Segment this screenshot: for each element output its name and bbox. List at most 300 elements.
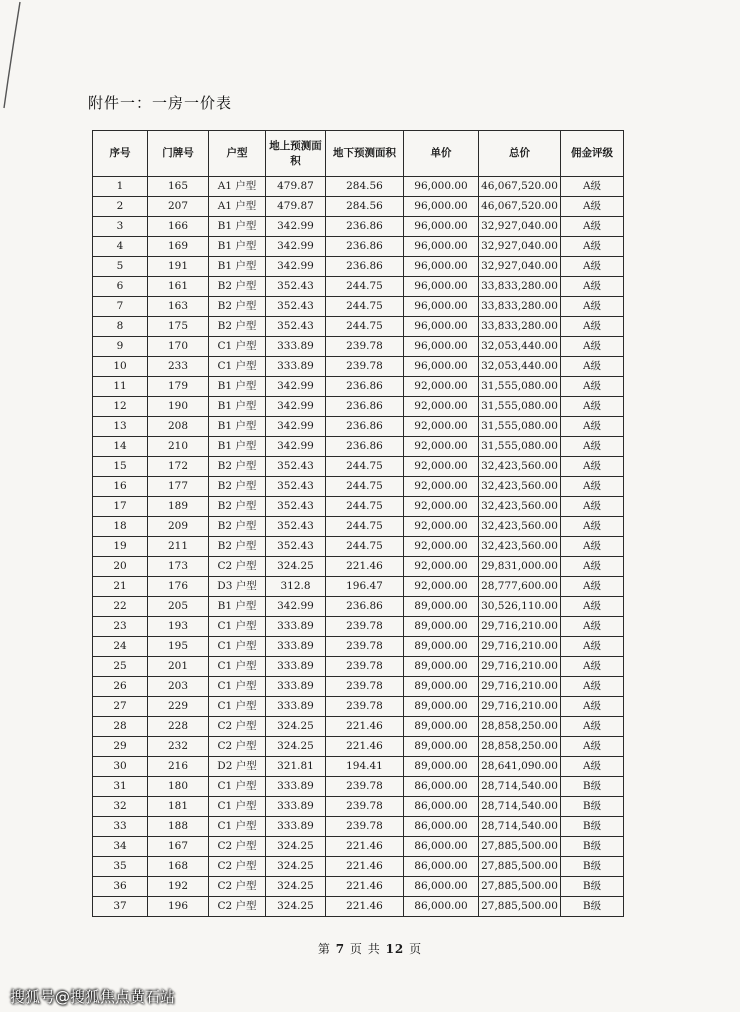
table-cell: 29,716,210.00 xyxy=(479,677,561,697)
table-cell: 175 xyxy=(148,317,209,337)
table-cell: 190 xyxy=(148,397,209,417)
table-cell: 173 xyxy=(148,557,209,577)
table-cell: 33,833,280.00 xyxy=(479,317,561,337)
table-cell: 221.46 xyxy=(326,737,404,757)
table-cell: 32,423,560.00 xyxy=(479,457,561,477)
table-cell: 22 xyxy=(93,597,148,617)
table-cell: 239.78 xyxy=(326,817,404,837)
table-cell: A级 xyxy=(561,717,624,737)
table-cell: 8 xyxy=(93,317,148,337)
table-cell: C1 户型 xyxy=(209,637,266,657)
table-cell: B1 户型 xyxy=(209,217,266,237)
table-cell: B级 xyxy=(561,777,624,797)
table-cell: 244.75 xyxy=(326,537,404,557)
table-cell: 221.46 xyxy=(326,717,404,737)
table-cell: 29,831,000.00 xyxy=(479,557,561,577)
table-cell: 352.43 xyxy=(266,477,326,497)
table-cell: 210 xyxy=(148,437,209,457)
column-header: 门牌号 xyxy=(148,131,209,177)
table-cell: C2 户型 xyxy=(209,837,266,857)
table-cell: 96,000.00 xyxy=(404,297,479,317)
table-cell: A级 xyxy=(561,217,624,237)
table-cell: B级 xyxy=(561,797,624,817)
table-cell: 342.99 xyxy=(266,237,326,257)
table-cell: 33 xyxy=(93,817,148,837)
table-cell: 342.99 xyxy=(266,417,326,437)
table-cell: 167 xyxy=(148,837,209,857)
table-row xyxy=(93,737,624,757)
table-cell: 25 xyxy=(93,657,148,677)
table-cell: 352.43 xyxy=(266,497,326,517)
table-cell: A级 xyxy=(561,657,624,677)
table-cell: 201 xyxy=(148,657,209,677)
column-header: 序号 xyxy=(93,131,148,177)
table-cell: 324.25 xyxy=(266,877,326,897)
table-row xyxy=(93,777,624,797)
table-cell: B2 户型 xyxy=(209,457,266,477)
table-cell: A级 xyxy=(561,417,624,437)
table-cell: 177 xyxy=(148,477,209,497)
table-header-row xyxy=(93,131,624,177)
table-row xyxy=(93,457,624,477)
table-cell: 189 xyxy=(148,497,209,517)
table-row xyxy=(93,657,624,677)
table-cell: 28,714,540.00 xyxy=(479,797,561,817)
table-cell: 342.99 xyxy=(266,437,326,457)
table-cell: A级 xyxy=(561,577,624,597)
table-cell: B1 户型 xyxy=(209,377,266,397)
table-cell: A级 xyxy=(561,317,624,337)
table-cell: 28,714,540.00 xyxy=(479,777,561,797)
table-cell: B级 xyxy=(561,877,624,897)
table-cell: 236.86 xyxy=(326,257,404,277)
table-cell: 239.78 xyxy=(326,337,404,357)
table-cell: 30 xyxy=(93,757,148,777)
table-cell: B级 xyxy=(561,897,624,917)
table-cell: 236.86 xyxy=(326,217,404,237)
table-cell: 312.8 xyxy=(266,577,326,597)
table-cell: 179 xyxy=(148,377,209,397)
table-cell: A级 xyxy=(561,277,624,297)
table-cell: 89,000.00 xyxy=(404,697,479,717)
table-cell: 284.56 xyxy=(326,197,404,217)
table-cell: 92,000.00 xyxy=(404,497,479,517)
table-cell: 30,526,110.00 xyxy=(479,597,561,617)
table-row xyxy=(93,437,624,457)
table-row xyxy=(93,497,624,517)
table-cell: A级 xyxy=(561,757,624,777)
table-cell: 96,000.00 xyxy=(404,337,479,357)
table-cell: 89,000.00 xyxy=(404,717,479,737)
table-cell: 244.75 xyxy=(326,297,404,317)
table-cell: B2 户型 xyxy=(209,537,266,557)
table-cell: 86,000.00 xyxy=(404,877,479,897)
table-cell: 33,833,280.00 xyxy=(479,277,561,297)
table-cell: 92,000.00 xyxy=(404,437,479,457)
table-cell: 29 xyxy=(93,737,148,757)
table-row xyxy=(93,197,624,217)
table-cell: 333.89 xyxy=(266,637,326,657)
table-cell: 239.78 xyxy=(326,357,404,377)
table-row xyxy=(93,817,624,837)
table-cell: B1 户型 xyxy=(209,437,266,457)
table-cell: 194.41 xyxy=(326,757,404,777)
table-cell: A级 xyxy=(561,397,624,417)
table-cell: A级 xyxy=(561,197,624,217)
table-row xyxy=(93,237,624,257)
table-cell: 239.78 xyxy=(326,617,404,637)
table-row xyxy=(93,617,624,637)
column-header: 地上预测面积 xyxy=(266,131,326,177)
table-cell: 32,423,560.00 xyxy=(479,517,561,537)
table-cell: 321.81 xyxy=(266,757,326,777)
table-cell: 479.87 xyxy=(266,177,326,197)
table-cell: 324.25 xyxy=(266,717,326,737)
table-cell: 188 xyxy=(148,817,209,837)
table-cell: 191 xyxy=(148,257,209,277)
table-row xyxy=(93,417,624,437)
table-cell: 28 xyxy=(93,717,148,737)
table-cell: C2 户型 xyxy=(209,557,266,577)
table-cell: 14 xyxy=(93,437,148,457)
table-cell: 244.75 xyxy=(326,457,404,477)
table-cell: 333.89 xyxy=(266,337,326,357)
table-cell: A级 xyxy=(561,297,624,317)
table-cell: 342.99 xyxy=(266,397,326,417)
table-cell: 233 xyxy=(148,357,209,377)
table-cell: 244.75 xyxy=(326,317,404,337)
table-cell: 3 xyxy=(93,217,148,237)
table-cell: 324.25 xyxy=(266,897,326,917)
table-cell: B1 户型 xyxy=(209,397,266,417)
table-row xyxy=(93,897,624,917)
table-cell: 244.75 xyxy=(326,517,404,537)
table-cell: 165 xyxy=(148,177,209,197)
table-cell: 209 xyxy=(148,517,209,537)
table-cell: 37 xyxy=(93,897,148,917)
table-cell: 32,927,040.00 xyxy=(479,217,561,237)
paper-crease-mark xyxy=(0,0,30,110)
table-cell: 17 xyxy=(93,497,148,517)
table-row xyxy=(93,257,624,277)
table-cell: A级 xyxy=(561,537,624,557)
table-cell: 333.89 xyxy=(266,797,326,817)
column-header: 佣金评级 xyxy=(561,131,624,177)
table-cell: 236.86 xyxy=(326,417,404,437)
table-row xyxy=(93,857,624,877)
table-row xyxy=(93,277,624,297)
table-cell: 96,000.00 xyxy=(404,317,479,337)
table-cell: 92,000.00 xyxy=(404,417,479,437)
table-cell: 28,777,600.00 xyxy=(479,577,561,597)
table-cell: 239.78 xyxy=(326,657,404,677)
table-cell: A级 xyxy=(561,257,624,277)
table-cell: A级 xyxy=(561,557,624,577)
table-cell: 192 xyxy=(148,877,209,897)
table-cell: 32,927,040.00 xyxy=(479,237,561,257)
table-cell: 244.75 xyxy=(326,497,404,517)
table-cell: 32,053,440.00 xyxy=(479,357,561,377)
table-cell: 89,000.00 xyxy=(404,617,479,637)
table-cell: 239.78 xyxy=(326,697,404,717)
table-cell: 86,000.00 xyxy=(404,797,479,817)
table-cell: 21 xyxy=(93,577,148,597)
table-cell: 89,000.00 xyxy=(404,657,479,677)
table-cell: 324.25 xyxy=(266,737,326,757)
table-cell: A级 xyxy=(561,497,624,517)
table-cell: 6 xyxy=(93,277,148,297)
column-header: 户型 xyxy=(209,131,266,177)
table-cell: 170 xyxy=(148,337,209,357)
table-cell: A级 xyxy=(561,177,624,197)
table-cell: 180 xyxy=(148,777,209,797)
table-cell: B2 户型 xyxy=(209,317,266,337)
table-cell: C2 户型 xyxy=(209,737,266,757)
table-cell: 333.89 xyxy=(266,617,326,637)
table-cell: 32,423,560.00 xyxy=(479,537,561,557)
table-cell: 352.43 xyxy=(266,277,326,297)
table-cell: A级 xyxy=(561,237,624,257)
table-cell: 333.89 xyxy=(266,697,326,717)
table-cell: 92,000.00 xyxy=(404,557,479,577)
table-cell: C2 户型 xyxy=(209,897,266,917)
table-cell: 333.89 xyxy=(266,817,326,837)
table-cell: 236.86 xyxy=(326,597,404,617)
table-cell: C1 户型 xyxy=(209,677,266,697)
table-cell: 169 xyxy=(148,237,209,257)
table-cell: 96,000.00 xyxy=(404,237,479,257)
table-cell: 324.25 xyxy=(266,837,326,857)
table-cell: 28,641,090.00 xyxy=(479,757,561,777)
table-cell: 221.46 xyxy=(326,557,404,577)
table-cell: D2 户型 xyxy=(209,757,266,777)
table-row xyxy=(93,877,624,897)
table-cell: B1 户型 xyxy=(209,257,266,277)
table-cell: 352.43 xyxy=(266,517,326,537)
table-cell: 86,000.00 xyxy=(404,857,479,877)
table-cell: B1 户型 xyxy=(209,237,266,257)
table-cell: A级 xyxy=(561,597,624,617)
table-cell: C1 户型 xyxy=(209,777,266,797)
table-cell: 244.75 xyxy=(326,277,404,297)
table-cell: 96,000.00 xyxy=(404,257,479,277)
table-cell: C1 户型 xyxy=(209,337,266,357)
table-cell: 33,833,280.00 xyxy=(479,297,561,317)
table-row xyxy=(93,177,624,197)
table-cell: 236.86 xyxy=(326,437,404,457)
table-row xyxy=(93,557,624,577)
table-cell: 92,000.00 xyxy=(404,517,479,537)
table-cell: 15 xyxy=(93,457,148,477)
table-row xyxy=(93,377,624,397)
table-cell: 211 xyxy=(148,537,209,557)
table-cell: 89,000.00 xyxy=(404,677,479,697)
table-cell: 96,000.00 xyxy=(404,197,479,217)
page-number: 第 7 页 共 12 页 xyxy=(317,942,423,956)
table-cell: 89,000.00 xyxy=(404,637,479,657)
table-cell: D3 户型 xyxy=(209,577,266,597)
table-cell: 205 xyxy=(148,597,209,617)
table-cell: 239.78 xyxy=(326,677,404,697)
table-cell: 32 xyxy=(93,797,148,817)
table-cell: C1 户型 xyxy=(209,617,266,637)
table-cell: 86,000.00 xyxy=(404,897,479,917)
table-row xyxy=(93,337,624,357)
table-cell: 29,716,210.00 xyxy=(479,657,561,677)
table-row xyxy=(93,597,624,617)
table-cell: A1 户型 xyxy=(209,197,266,217)
table-row xyxy=(93,537,624,557)
table-cell: 34 xyxy=(93,837,148,857)
table-row xyxy=(93,757,624,777)
table-row xyxy=(93,357,624,377)
table-cell: B1 户型 xyxy=(209,597,266,617)
table-cell: 7 xyxy=(93,297,148,317)
table-cell: 19 xyxy=(93,537,148,557)
table-cell: 23 xyxy=(93,617,148,637)
table-cell: 29,716,210.00 xyxy=(479,617,561,637)
table-cell: 27,885,500.00 xyxy=(479,897,561,917)
table-cell: 28,858,250.00 xyxy=(479,737,561,757)
table-cell: 31,555,080.00 xyxy=(479,437,561,457)
table-cell: 1 xyxy=(93,177,148,197)
table-cell: A级 xyxy=(561,437,624,457)
table-cell: 46,067,520.00 xyxy=(479,197,561,217)
table-cell: A级 xyxy=(561,697,624,717)
table-cell: C1 户型 xyxy=(209,797,266,817)
table-cell: C1 户型 xyxy=(209,817,266,837)
table-cell: 324.25 xyxy=(266,557,326,577)
table-cell: 86,000.00 xyxy=(404,817,479,837)
table-cell: C2 户型 xyxy=(209,877,266,897)
table-cell: 46,067,520.00 xyxy=(479,177,561,197)
table-cell: 166 xyxy=(148,217,209,237)
table-cell: 193 xyxy=(148,617,209,637)
table-row xyxy=(93,397,624,417)
table-cell: 221.46 xyxy=(326,857,404,877)
table-cell: 221.46 xyxy=(326,837,404,857)
table-cell: 176 xyxy=(148,577,209,597)
table-row xyxy=(93,797,624,817)
table-cell: 92,000.00 xyxy=(404,457,479,477)
table-cell: 479.87 xyxy=(266,197,326,217)
table-cell: 86,000.00 xyxy=(404,837,479,857)
table-cell: B2 户型 xyxy=(209,497,266,517)
table-cell: 92,000.00 xyxy=(404,477,479,497)
table-cell: 27 xyxy=(93,697,148,717)
table-cell: 239.78 xyxy=(326,637,404,657)
table-cell: 221.46 xyxy=(326,897,404,917)
table-cell: 20 xyxy=(93,557,148,577)
table-cell: 31,555,080.00 xyxy=(479,377,561,397)
table-cell: B1 户型 xyxy=(209,417,266,437)
table-cell: 12 xyxy=(93,397,148,417)
table-cell: 26 xyxy=(93,677,148,697)
table-cell: A1 户型 xyxy=(209,177,266,197)
table-cell: 86,000.00 xyxy=(404,777,479,797)
table-cell: 27,885,500.00 xyxy=(479,837,561,857)
table-cell: 31,555,080.00 xyxy=(479,417,561,437)
table-cell: 333.89 xyxy=(266,677,326,697)
table-cell: 244.75 xyxy=(326,477,404,497)
table-cell: 89,000.00 xyxy=(404,597,479,617)
table-cell: 333.89 xyxy=(266,777,326,797)
table-cell: 29,716,210.00 xyxy=(479,697,561,717)
table-cell: A级 xyxy=(561,517,624,537)
table-cell: A级 xyxy=(561,337,624,357)
table-cell: A级 xyxy=(561,677,624,697)
table-cell: 208 xyxy=(148,417,209,437)
table-cell: A级 xyxy=(561,637,624,657)
table-cell: 92,000.00 xyxy=(404,577,479,597)
table-cell: C2 户型 xyxy=(209,857,266,877)
table-cell: 92,000.00 xyxy=(404,397,479,417)
table-row xyxy=(93,297,624,317)
table-cell: 232 xyxy=(148,737,209,757)
watermark: 搜狐号@搜狐焦点黄石站 xyxy=(10,988,176,1006)
table-cell: A级 xyxy=(561,477,624,497)
table-cell: 92,000.00 xyxy=(404,377,479,397)
table-row xyxy=(93,317,624,337)
table-cell: 29,716,210.00 xyxy=(479,637,561,657)
table-cell: 28,858,250.00 xyxy=(479,717,561,737)
table-cell: 2 xyxy=(93,197,148,217)
table-cell: B级 xyxy=(561,837,624,857)
table-cell: 92,000.00 xyxy=(404,537,479,557)
table-cell: B2 户型 xyxy=(209,517,266,537)
table-cell: 324.25 xyxy=(266,857,326,877)
table-cell: 342.99 xyxy=(266,377,326,397)
table-cell: 342.99 xyxy=(266,597,326,617)
table-cell: 9 xyxy=(93,337,148,357)
table-cell: 333.89 xyxy=(266,357,326,377)
table-cell: 35 xyxy=(93,857,148,877)
table-cell: 239.78 xyxy=(326,797,404,817)
table-cell: 32,423,560.00 xyxy=(479,497,561,517)
table-cell: B级 xyxy=(561,857,624,877)
table-cell: B2 户型 xyxy=(209,277,266,297)
table-cell: 352.43 xyxy=(266,297,326,317)
table-cell: 27,885,500.00 xyxy=(479,857,561,877)
table-cell: 10 xyxy=(93,357,148,377)
table-cell: 352.43 xyxy=(266,457,326,477)
table-cell: 333.89 xyxy=(266,657,326,677)
table-cell: 13 xyxy=(93,417,148,437)
table-row xyxy=(93,477,624,497)
table-cell: 5 xyxy=(93,257,148,277)
table-cell: 352.43 xyxy=(266,537,326,557)
table-cell: C2 户型 xyxy=(209,717,266,737)
document-title: 附件一：一房一价表 xyxy=(88,94,233,112)
table-cell: 96,000.00 xyxy=(404,357,479,377)
table-row xyxy=(93,217,624,237)
table-cell: 203 xyxy=(148,677,209,697)
table-cell: 163 xyxy=(148,297,209,317)
table-row xyxy=(93,717,624,737)
table-cell: B2 户型 xyxy=(209,297,266,317)
table-row xyxy=(93,637,624,657)
table-cell: 16 xyxy=(93,477,148,497)
table-cell: 32,423,560.00 xyxy=(479,477,561,497)
table-cell: 239.78 xyxy=(326,777,404,797)
table-cell: 96,000.00 xyxy=(404,217,479,237)
table-cell: 207 xyxy=(148,197,209,217)
table-cell: 172 xyxy=(148,457,209,477)
price-table xyxy=(92,130,624,917)
table-cell: 216 xyxy=(148,757,209,777)
table-cell: 181 xyxy=(148,797,209,817)
table-cell: 342.99 xyxy=(266,217,326,237)
